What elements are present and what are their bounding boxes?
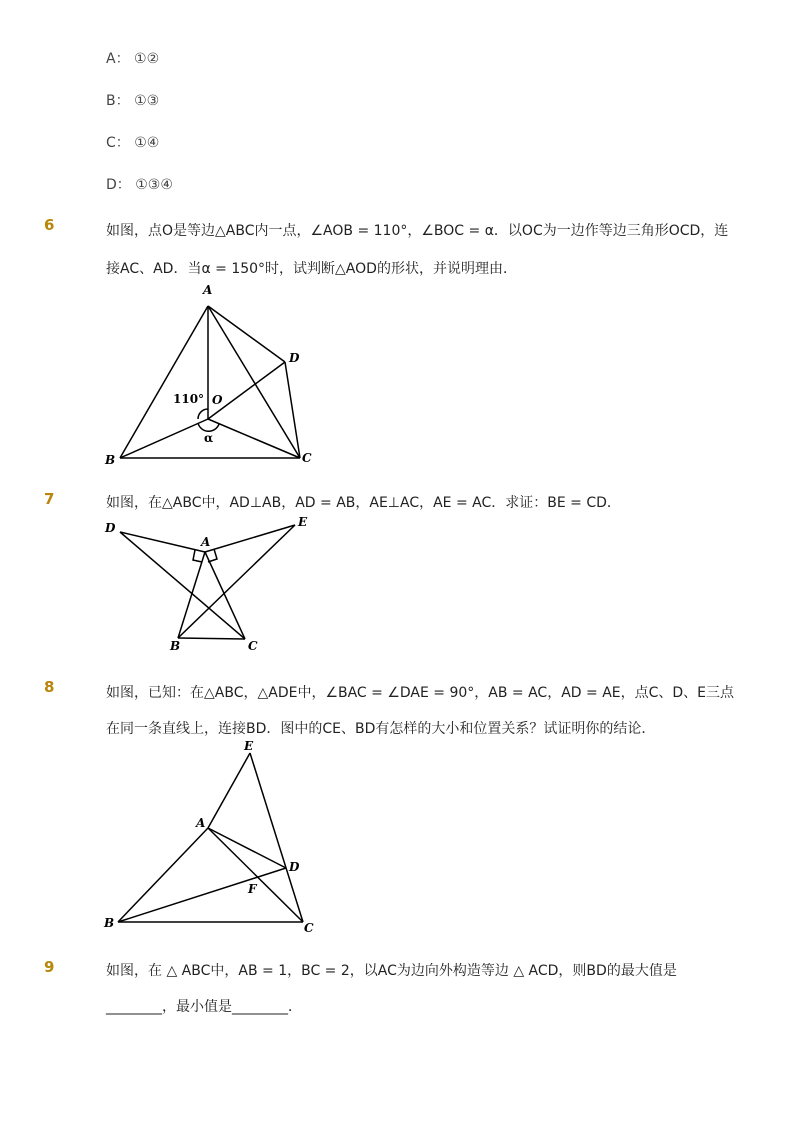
option-d[interactable]	[106, 174, 173, 194]
question-8-figure	[100, 738, 330, 938]
q7-label-b: B	[170, 639, 181, 653]
option-c-value: ①④	[134, 135, 160, 151]
q6-angle-110: 110°	[173, 392, 205, 406]
option-c[interactable]	[106, 132, 159, 152]
question-7-text-line1: 如图，在△ABC中，AD⊥AB，AD = AB，AE⊥AC，AE = AC．求证：BE = CD．	[106, 495, 621, 511]
question-7-number: 7	[44, 490, 55, 508]
question-9-text-line2: ________，最小值是________．	[106, 999, 302, 1015]
q8-label-b: B	[104, 916, 115, 930]
question-9-number: 9	[44, 958, 55, 976]
question-8-text-line1: 如图，已知：在△ABC，△ADE中，∠BAC = ∠DAE = 90°，AB = AC，AD = AE，点C、D、E三点	[106, 685, 735, 701]
option-b[interactable]	[106, 90, 159, 110]
question-6-figure	[100, 278, 330, 468]
q8-label-d: D	[289, 860, 300, 874]
q8-label-e: E	[244, 739, 254, 753]
option-a-label: A：	[106, 51, 130, 67]
q8-label-c: C	[304, 921, 314, 935]
q7-label-a: A	[201, 535, 211, 549]
option-c-label: C：	[106, 135, 130, 151]
option-d-label: D：	[106, 177, 131, 193]
option-a[interactable]	[106, 48, 159, 68]
q8-label-a: A	[196, 816, 206, 830]
q6-label-b: B	[105, 453, 116, 467]
q7-label-c: C	[248, 639, 258, 653]
option-b-value: ①③	[134, 93, 160, 109]
q7-label-d: D	[105, 521, 116, 535]
q6-label-c: C	[302, 451, 312, 465]
option-b-label: B：	[106, 93, 130, 109]
q7-label-e: E	[298, 515, 308, 529]
q6-label-d: D	[289, 351, 300, 365]
question-6-number: 6	[44, 216, 55, 234]
q6-label-o: O	[212, 393, 223, 407]
q6-label-a: A	[203, 283, 213, 297]
question-6-text-line2: 接AC、AD．当α = 150°时，试判断△AOD的形状，并说明理由．	[106, 261, 517, 277]
question-6-text-line1: 如图，点O是等边△ABC内一点，∠AOB = 110°，∠BOC = α．以OC为一边作等边三角形OCD，连	[106, 223, 729, 239]
question-8-text-line2: 在同一条直线上，连接BD．图中的CE、BD有怎样的大小和位置关系？试证明你的结论．	[106, 721, 656, 737]
question-8-number: 8	[44, 678, 55, 696]
option-d-value: ①③④	[135, 177, 173, 193]
q8-label-f: F	[248, 882, 257, 896]
question-7-figure	[100, 512, 330, 657]
q6-angle-alpha: α	[204, 431, 214, 445]
question-9-text-line1: 如图，在 △ ABC中，AB = 1，BC = 2，以AC为边向外构造等边 △ ACD，则BD的最大值是	[106, 963, 677, 979]
option-a-value: ①②	[134, 51, 160, 67]
